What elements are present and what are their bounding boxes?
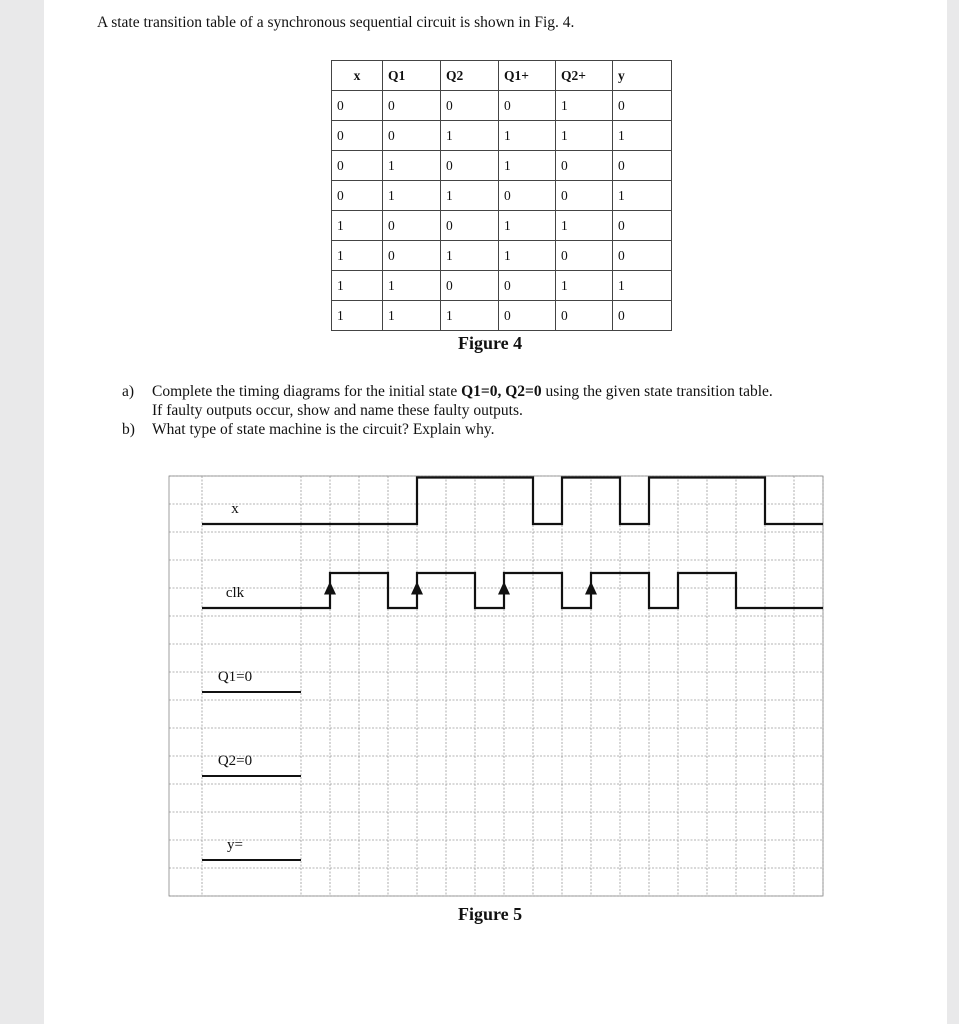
cell-y: 1 [613, 181, 672, 211]
cell-q2-next: 0 [556, 181, 613, 211]
header-y: y [613, 61, 672, 91]
question-b-marker: b) [122, 421, 135, 438]
cell-x: 0 [332, 121, 383, 151]
cell-q1: 1 [383, 271, 441, 301]
cell-y: 0 [613, 301, 672, 331]
question-a-initial-state: Q1=0, Q2=0 [461, 383, 542, 400]
cell-x: 0 [332, 91, 383, 121]
signal-label-0: x [231, 501, 239, 517]
cell-q1: 1 [383, 301, 441, 331]
clk-waveform [202, 573, 823, 608]
cell-q2-next: 1 [556, 211, 613, 241]
question-a-text-pre: Complete the timing diagrams for the initial state [152, 383, 462, 400]
cell-q2: 1 [441, 121, 499, 151]
cell-q1-next: 0 [499, 91, 556, 121]
timing-grid [169, 476, 823, 896]
signal-label-3: Q2=0 [217, 753, 253, 769]
cell-x: 1 [332, 271, 383, 301]
question-a-text-post: using the given state transition table. [541, 383, 773, 400]
timing-frame [169, 476, 823, 896]
cell-q1: 0 [383, 121, 441, 151]
figure5-caption: Figure 5 [458, 904, 523, 924]
cell-q2: 0 [441, 271, 499, 301]
cell-q2: 0 [441, 211, 499, 241]
cell-y: 1 [613, 121, 672, 151]
cell-q2: 1 [441, 241, 499, 271]
cell-y: 0 [613, 241, 672, 271]
cell-q2: 1 [441, 181, 499, 211]
cell-x: 1 [332, 301, 383, 331]
signal-label-4: y= [227, 837, 243, 853]
cell-q2-next: 0 [556, 151, 613, 181]
header-q2: Q2 [441, 61, 499, 91]
cell-q1-next: 1 [499, 241, 556, 271]
intro-text: A state transition table of a synchronous sequential circuit is shown in Fig. 4. [97, 14, 575, 31]
cell-q1: 1 [383, 151, 441, 181]
header-q2-next: Q2+ [556, 61, 613, 91]
signal-label-2: Q1=0 [217, 669, 253, 685]
cell-q1: 0 [383, 91, 441, 121]
header-x: x [332, 61, 383, 91]
cell-x: 0 [332, 181, 383, 211]
signal-label-1: clk [225, 585, 245, 601]
cell-q2: 0 [441, 151, 499, 181]
cell-q1: 1 [383, 181, 441, 211]
cell-q1-next: 1 [499, 151, 556, 181]
cell-q2-next: 0 [556, 241, 613, 271]
cell-q2-next: 1 [556, 91, 613, 121]
question-b-text: What type of state machine is the circuit? Explain why. [152, 421, 495, 438]
question-a-marker: a) [122, 383, 135, 400]
cell-q1: 0 [383, 211, 441, 241]
cell-x: 1 [332, 241, 383, 271]
cell-y: 0 [613, 91, 672, 121]
cell-y: 0 [613, 151, 672, 181]
cell-q1-next: 0 [499, 301, 556, 331]
header-q1-next: Q1+ [499, 61, 556, 91]
cell-q2: 1 [441, 301, 499, 331]
figure4-caption: Figure 4 [458, 333, 523, 353]
cell-q1: 0 [383, 241, 441, 271]
cell-q2-next: 1 [556, 121, 613, 151]
cell-q1-next: 0 [499, 271, 556, 301]
cell-q2: 0 [441, 91, 499, 121]
cell-y: 1 [613, 271, 672, 301]
cell-q1-next: 1 [499, 211, 556, 241]
cell-y: 0 [613, 211, 672, 241]
cell-x: 0 [332, 151, 383, 181]
cell-x: 1 [332, 211, 383, 241]
cell-q1-next: 1 [499, 121, 556, 151]
cell-q2-next: 1 [556, 271, 613, 301]
x-waveform [202, 478, 823, 525]
header-q1: Q1 [383, 61, 441, 91]
question-a-line2: If faulty outputs occur, show and name these faulty outputs. [152, 402, 523, 419]
cell-q2-next: 0 [556, 301, 613, 331]
cell-q1-next: 0 [499, 181, 556, 211]
